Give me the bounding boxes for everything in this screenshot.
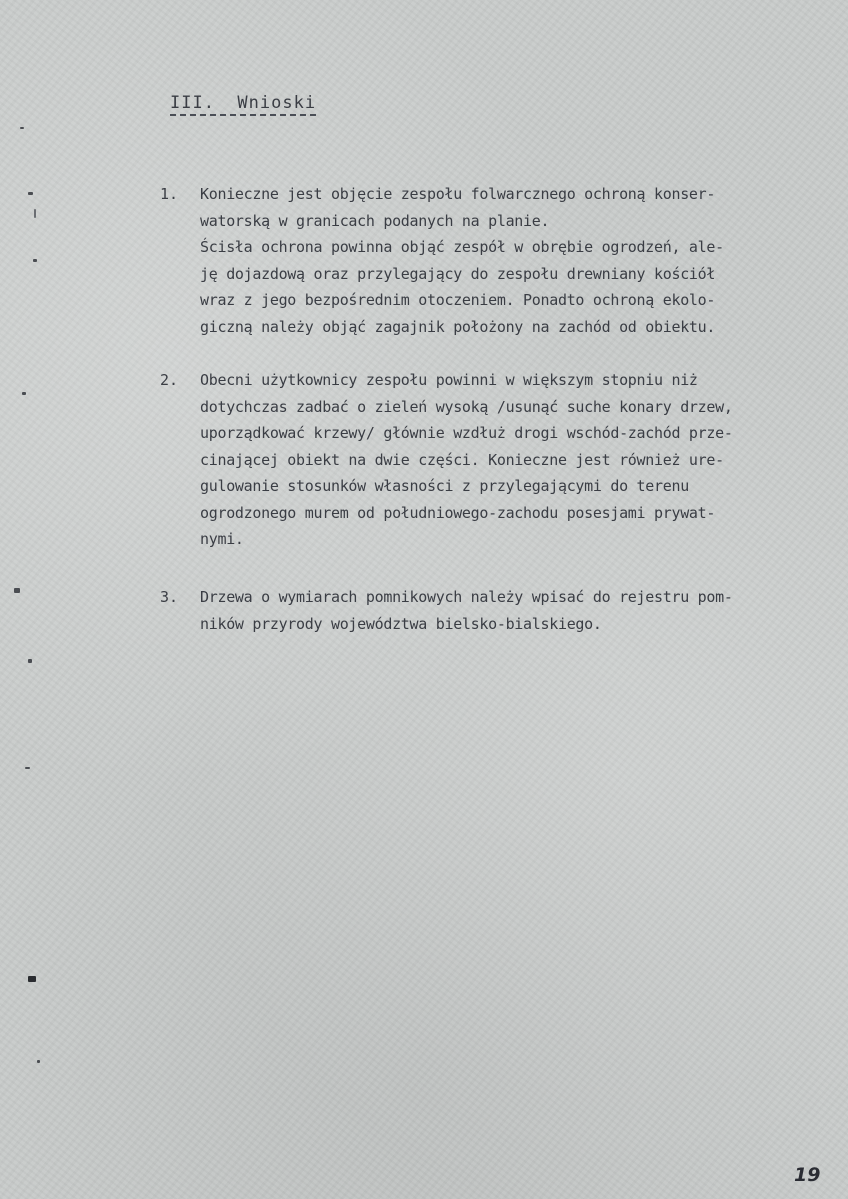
text-line: wraz z jego bezpośrednim otoczeniem. Ponadto ochroną ekolo- bbox=[200, 291, 716, 309]
text-line: cinającej obiekt na dwie części. Konieczne jest również ure- bbox=[200, 450, 724, 469]
text-line: nymi. bbox=[200, 530, 244, 548]
item-text bbox=[200, 584, 840, 637]
text-line: Obecni użytkownicy zespołu powinni w większym stopniu niż bbox=[200, 371, 698, 389]
item-number: 2. bbox=[160, 371, 179, 389]
text-line: gulowanie stosunków własności z przylegającymi do terenu bbox=[200, 477, 689, 495]
margin-mark bbox=[20, 127, 24, 129]
text-line: giczną należy objąć zagajnik położony na zachód od obiektu. bbox=[200, 317, 716, 336]
margin-mark bbox=[34, 209, 36, 218]
text-line: ników przyrody województwa bielsko-bialskiego. bbox=[200, 614, 602, 633]
margin-mark bbox=[25, 767, 30, 769]
page-number: 19 bbox=[794, 1164, 821, 1186]
margin-mark bbox=[14, 588, 20, 593]
item-text bbox=[200, 367, 840, 553]
text-line: Ścisła ochrona powinna objąć zespół w obrębie ogrodzeń, ale- bbox=[200, 238, 724, 256]
item-text bbox=[200, 181, 840, 340]
text-line: uporządkować krzewy/ głównie wzdłuż drogi wschód-zachód prze- bbox=[200, 424, 733, 442]
text-line: Konieczne jest objęcie zespołu folwarcznego ochroną konser- bbox=[200, 185, 716, 203]
text-line: ję dojazdową oraz przylegający do zespołu drewniany kościół bbox=[200, 264, 716, 283]
text-line: Drzewa o wymiarach pomnikowych należy wpisać do rejestru pom- bbox=[200, 588, 733, 606]
margin-mark bbox=[37, 1060, 40, 1063]
margin-mark bbox=[22, 392, 26, 395]
text-line: dotychczas zadbać o zieleń wysoką /usunąć suche konary drzew, bbox=[200, 397, 733, 416]
section-heading: III. Wnioski bbox=[170, 92, 316, 116]
item-number: 3. bbox=[160, 588, 179, 606]
margin-mark bbox=[28, 659, 32, 663]
item-number: 1. bbox=[160, 185, 179, 203]
text-line: watorską w granicach podanych na planie. bbox=[200, 211, 550, 230]
text-line: ogrodzonego murem od południowego-zachodu posesjami prywat- bbox=[200, 503, 716, 522]
margin-mark bbox=[28, 192, 33, 195]
margin-mark bbox=[28, 976, 36, 982]
margin-mark bbox=[33, 259, 37, 262]
